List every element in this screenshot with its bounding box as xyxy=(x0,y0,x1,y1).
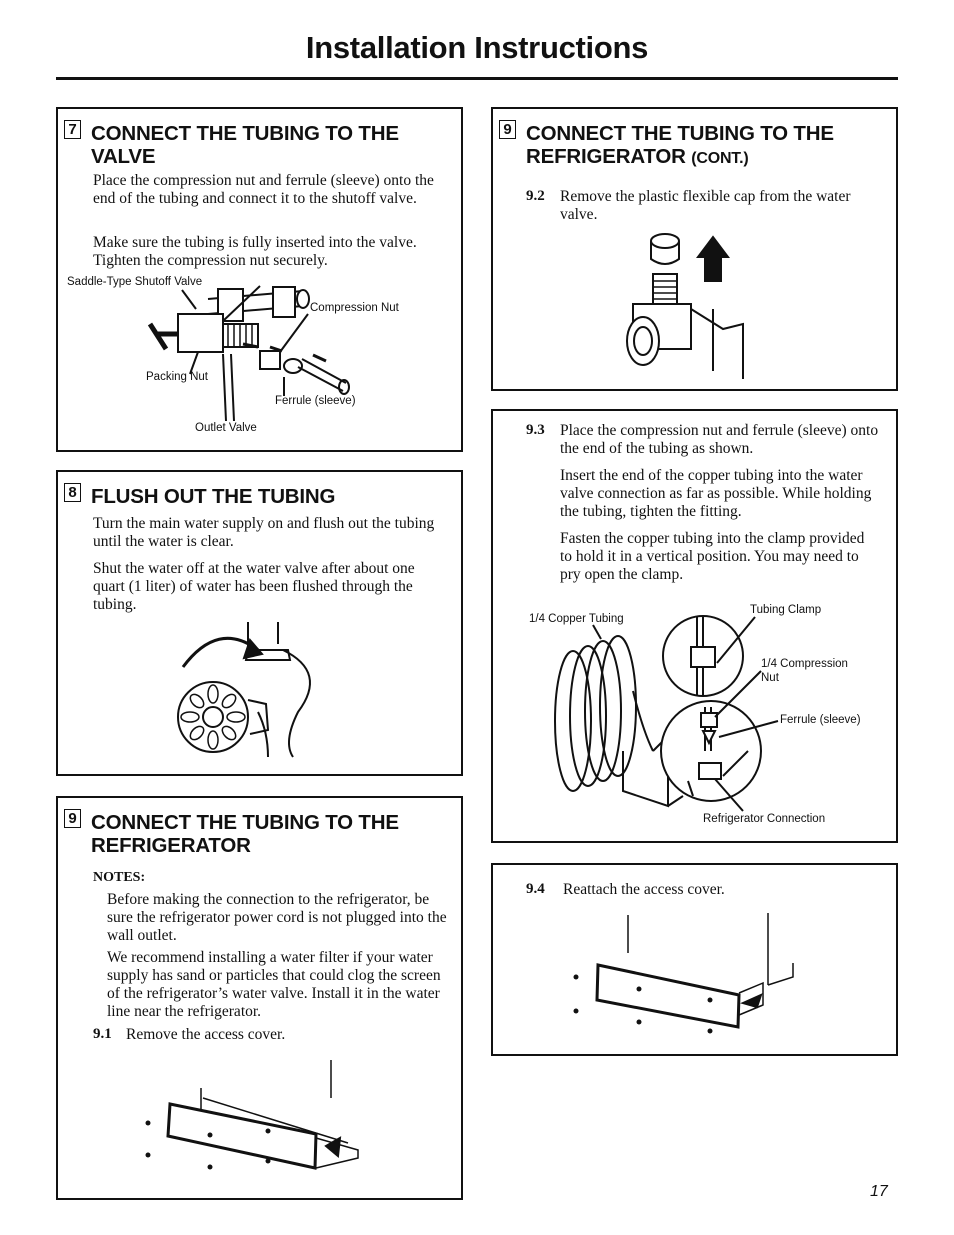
label-outlet-valve: Outlet Valve xyxy=(195,422,257,434)
saddle-valve-illustration xyxy=(58,109,465,454)
step8-box xyxy=(56,470,463,776)
step8-para2: Shut the water off at the water valve after about one quart (1 liter) of water has been flushed through the tubing. xyxy=(93,560,415,613)
label-compression-nut: Compression Nut xyxy=(310,302,399,314)
step9-sub1-text: Remove the access cover. xyxy=(126,1026,286,1043)
step93-para3: Fasten the copper tubing into the clamp provided to hold it in a vertical position. You may need to pry open the clamp. xyxy=(560,530,865,583)
step7-heading: CONNECT THE TUBING TO THE VALVE xyxy=(91,122,399,168)
step7-box xyxy=(56,107,463,452)
step9-notes-label: NOTES: xyxy=(93,870,146,885)
label-refrigerator-connection: Refrigerator Connection xyxy=(703,813,826,825)
step93-para2: Insert the end of the copper tubing into the water valve connection as far as possible. While holding the tubing, tighten the fitting. xyxy=(560,467,872,520)
step9-note2: We recommend installing a water filter if your water supply has sand or particles that could clog the screen of the refrigerator’s water valve. Install it in the water line near the refrigerator. xyxy=(107,949,441,1020)
step8-para1: Turn the main water supply on and flush out the tubing until the water is clear. xyxy=(93,515,435,550)
step9-sub1-number: 9.1 xyxy=(93,1026,112,1042)
step7-para1: Place the compression nut and ferrule (sleeve) onto the end of the tubing and connect it to the shutoff valve. xyxy=(93,172,434,207)
step9-heading: CONNECT THE TUBING TO THE REFRIGERATOR xyxy=(91,811,399,857)
copper-tubing-illustration xyxy=(493,411,900,845)
remove-cap-illustration xyxy=(493,109,900,393)
step93-box xyxy=(491,409,898,843)
title-rule xyxy=(56,77,898,80)
step9cont-heading-text: CONNECT THE TUBING TO THE REFRIGERATOR xyxy=(526,122,834,168)
step93-number: 9.3 xyxy=(526,422,545,438)
page-title: Installation Instructions xyxy=(305,30,649,65)
label-tubing-clamp: Tubing Clamp xyxy=(750,604,822,616)
label-ferrule: Ferrule (sleeve) xyxy=(275,395,356,407)
water-valve-knob-illustration xyxy=(58,472,465,778)
step94-box xyxy=(491,863,898,1056)
reattach-access-cover-illustration xyxy=(493,865,900,1058)
label-copper-tubing: 1/4 Copper Tubing xyxy=(529,613,624,625)
step9-note1: Before making the connection to the refrigerator, be sure the refrigerator power cord is not plugged into the wall outlet. xyxy=(107,891,447,944)
step9cont-box xyxy=(491,107,898,391)
step9cont-number: 9 xyxy=(499,120,516,139)
step7-para2: Make sure the tubing is fully inserted into the valve. Tighten the compression nut securely. xyxy=(93,234,417,269)
step9cont-heading-suffix: (CONT.) xyxy=(691,150,749,167)
remove-access-cover-illustration xyxy=(58,798,465,1202)
step94-number: 9.4 xyxy=(526,881,545,897)
step8-number: 8 xyxy=(64,483,81,502)
step9-box xyxy=(56,796,463,1200)
step92-text: Remove the plastic flexible cap from the water valve. xyxy=(560,188,851,223)
label-compression-nut-93: 1/4 Compression Nut xyxy=(761,658,848,684)
step8-heading: FLUSH OUT THE TUBING xyxy=(91,485,336,508)
page-number: 17 xyxy=(870,1183,888,1200)
step7-number: 7 xyxy=(64,120,81,139)
step94-text: Reattach the access cover. xyxy=(563,881,725,898)
label-ferrule-93: Ferrule (sleeve) xyxy=(780,714,861,726)
label-saddle-valve: Saddle-Type Shutoff Valve xyxy=(67,276,203,288)
label-packing-nut: Packing Nut xyxy=(146,371,209,383)
step93-para1: Place the compression nut and ferrule (sleeve) onto the end of the tubing as shown. xyxy=(560,422,879,457)
step92-number: 9.2 xyxy=(526,188,545,204)
step9-number: 9 xyxy=(64,809,81,828)
